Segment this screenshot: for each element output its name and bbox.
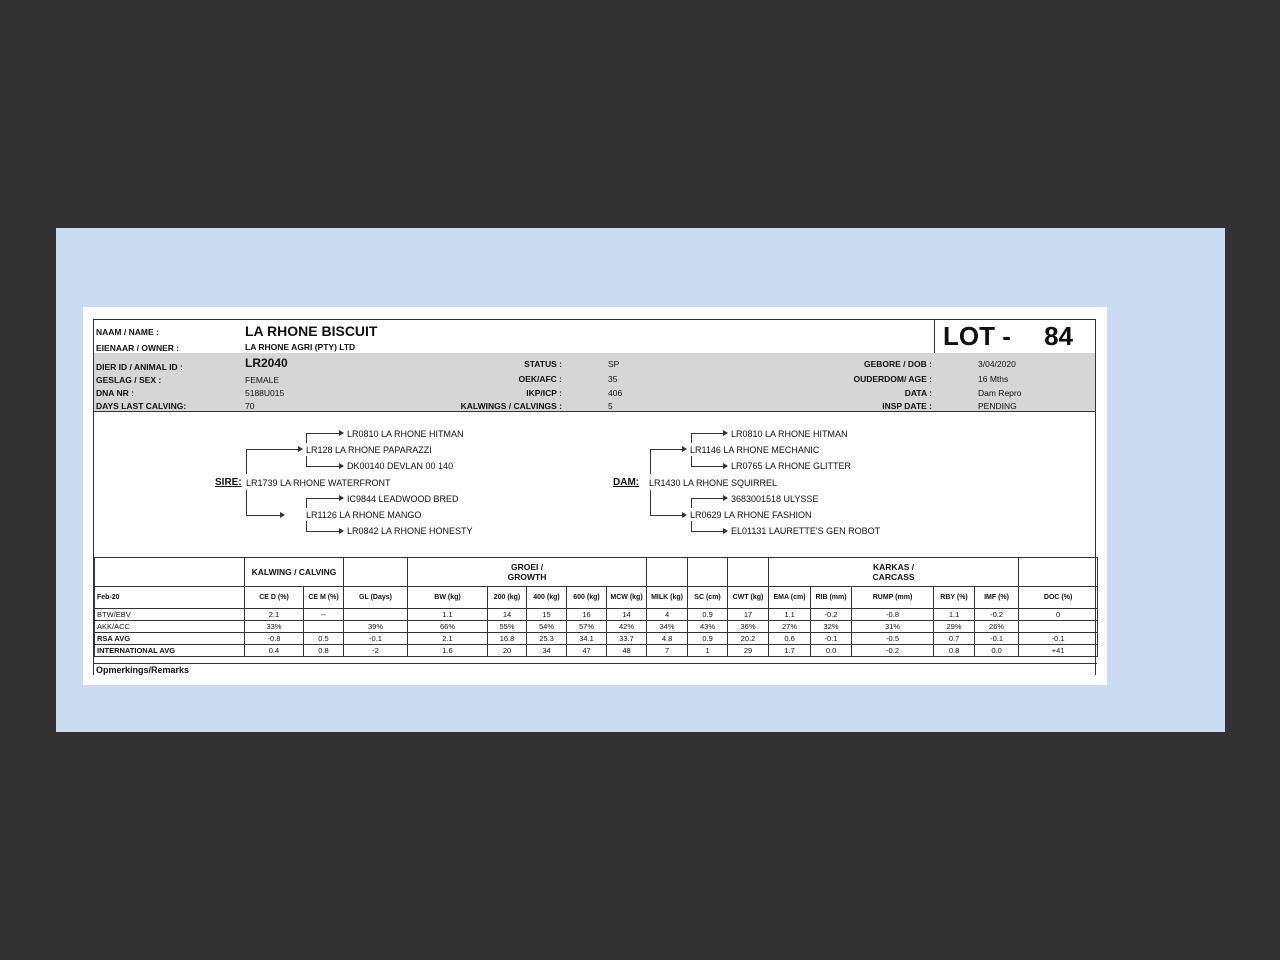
animal-id-value: LR2040	[245, 356, 288, 370]
table-cell	[344, 609, 408, 621]
table-cell: 0.9	[688, 609, 728, 621]
dam: LR1430 LA RHONE SQUIRREL	[649, 478, 778, 488]
ss-up-hline	[306, 433, 339, 434]
column-header: DOC (%)	[1019, 587, 1098, 609]
table-cell	[304, 621, 344, 633]
table-cell: 34	[527, 645, 567, 657]
lot-label: LOT -	[943, 321, 1011, 351]
owner-value: LA RHONE AGRI (PTY) LTD	[245, 342, 356, 352]
sire-label: SIRE:	[215, 477, 242, 488]
group-growth-line2: GROWTH	[507, 572, 547, 582]
table-group-row	[95, 558, 1098, 587]
table-cell: 0.0	[811, 645, 852, 657]
column-header: 200 (kg)	[488, 587, 527, 609]
table-cell: -0.8	[852, 609, 934, 621]
sire: LR1739 LA RHONE WATERFRONT	[246, 478, 391, 488]
table-cell: 4.8	[647, 633, 688, 645]
lot-number: 84	[1044, 321, 1073, 351]
table-cell: -0.8	[245, 633, 304, 645]
sire-sire-dam: DK00140 DEVLAN 00 140	[347, 461, 454, 471]
table-cell: 29%	[934, 621, 975, 633]
sd-down-hline	[306, 531, 339, 532]
dd-up-hline	[691, 498, 723, 499]
dd-down-hline	[691, 531, 723, 532]
table-cell: 66%	[408, 621, 488, 633]
group-carcass-line2: CARCASS	[872, 572, 915, 582]
oek-value: 35	[608, 374, 618, 384]
sire-dam-dam: LR0842 LA RHONE HONESTY	[347, 526, 473, 536]
table-cell: 32%	[811, 621, 852, 633]
name-value: LA RHONE BISCUIT	[245, 323, 378, 339]
table-cell: 0.4	[245, 645, 304, 657]
sd-up-line	[306, 498, 307, 508]
details-band	[94, 353, 1095, 412]
table-cell: 2.1	[408, 633, 488, 645]
dam-dam: LR0629 LA RHONE FASHION	[690, 510, 812, 520]
column-header: BW (kg)	[408, 587, 488, 609]
group-carcass	[769, 558, 1019, 587]
table-cell: 48	[607, 645, 647, 657]
arrow-icon	[339, 463, 344, 469]
column-header: IMF (%)	[975, 587, 1019, 609]
table-cell: 43%	[688, 621, 728, 633]
age-label: OUDERDOM/ AGE :	[853, 374, 932, 384]
table-cell: 1.7	[769, 645, 811, 657]
sire-dam: LR1126 LA RHONE MANGO	[306, 510, 422, 520]
group-blank	[688, 558, 728, 587]
dam-down-hline	[650, 515, 682, 516]
column-header: MILK (kg)	[647, 587, 688, 609]
animal-id-label: DIER ID / ANIMAL ID :	[96, 362, 183, 372]
table-cell: -0.2	[975, 609, 1019, 621]
table-cell: 17	[728, 609, 769, 621]
arrow-icon	[339, 430, 344, 436]
sire-down-line	[246, 490, 247, 515]
column-header: EMA (cm)	[769, 587, 811, 609]
table-cell: 15	[527, 609, 567, 621]
insp-label: INSP DATE :	[882, 401, 932, 411]
table-cell: 20	[488, 645, 527, 657]
oek-label: OEK/AFC :	[518, 374, 562, 384]
table-row	[95, 609, 1098, 621]
table-cell: -0.2	[811, 609, 852, 621]
table-cell: 0.7	[934, 633, 975, 645]
column-header: RUMP (mm)	[852, 587, 934, 609]
calvings-label: KALWINGS / CALVINGS :	[460, 401, 562, 411]
dam-up-hline	[650, 449, 682, 450]
column-header: 400 (kg)	[527, 587, 567, 609]
dd-down-line	[691, 521, 692, 531]
column-header: CE D (%)	[245, 587, 304, 609]
age-value: 16 Mths	[978, 374, 1009, 384]
table-cell: 42%	[607, 621, 647, 633]
table-cell: 16.8	[488, 633, 527, 645]
group-blank	[647, 558, 688, 587]
dam-dam-sire: 3683001518 ULYSSE	[731, 494, 819, 504]
data-label: DATA :	[904, 388, 932, 398]
sd-down-line	[306, 521, 307, 531]
table-cell: 26%	[975, 621, 1019, 633]
dam-dam-dam: EL01131 LAURETTE'S GEN ROBOT	[731, 526, 881, 536]
column-header: GL (Days)	[344, 587, 408, 609]
table-cell: +41	[1019, 645, 1098, 657]
table-cell: -0.1	[1019, 633, 1098, 645]
table-row	[95, 633, 1098, 645]
table-cell: 34.1	[567, 633, 607, 645]
sire-sire-sire: LR0810 LA RHONE HITMAN	[347, 429, 464, 439]
insp-value: PENDING	[978, 401, 1017, 411]
dam-sire-dam: LR0765 LA RHONE GLITTER	[731, 461, 852, 471]
ds-down-line	[691, 456, 692, 466]
arrow-icon	[723, 463, 728, 469]
group-blank	[728, 558, 769, 587]
dam-sire: LR1146 LA RHONE MECHANIC	[690, 445, 820, 455]
dam-down-line	[650, 490, 651, 515]
ss-down-line	[306, 456, 307, 466]
status-label: STATUS :	[524, 359, 562, 369]
row-label: RSA AVG	[95, 633, 245, 645]
arrow-icon	[339, 495, 344, 501]
table-cell: 1.1	[769, 609, 811, 621]
table-cell: 0.8	[934, 645, 975, 657]
group-carcass-line1: KARKAS /	[873, 562, 915, 572]
table-cell: -0.2	[852, 645, 934, 657]
dam-sire-sire: LR0810 LA RHONE HITMAN	[731, 429, 848, 439]
ikp-value: 406	[608, 388, 623, 398]
table-cell: 0.8	[304, 645, 344, 657]
dna-label: DNA NR :	[96, 388, 134, 398]
table-cell: 16	[567, 609, 607, 621]
table-cell: 36%	[728, 621, 769, 633]
table-cell: 55%	[488, 621, 527, 633]
arrow-icon	[280, 512, 285, 518]
table-cell: 47	[567, 645, 607, 657]
data-value: Dam Repro	[978, 388, 1022, 398]
group-calving: KALWING / CALVING	[245, 558, 344, 587]
table-cell: 25.3	[527, 633, 567, 645]
owner-label: EIENAAR / OWNER :	[96, 343, 180, 353]
table-cell: -0.1	[811, 633, 852, 645]
name-label: NAAM / NAME :	[96, 327, 159, 337]
lot-document	[93, 319, 1096, 675]
row-label: BTW/EBV	[95, 609, 245, 621]
column-header: MCW (kg)	[607, 587, 647, 609]
sex-value: FEMALE	[245, 375, 280, 385]
table-cell: 29	[728, 645, 769, 657]
ds-up-line	[691, 433, 692, 443]
ss-down-hline	[306, 466, 339, 467]
row-label: AKK/ACC	[95, 621, 245, 633]
dob-label: GEBORE / DOB :	[863, 359, 932, 369]
row-label: INTERNATIONAL AVG	[95, 645, 245, 657]
table-cell: --	[304, 609, 344, 621]
table-cell: 1.1	[408, 609, 488, 621]
group-growth	[408, 558, 647, 587]
table-cell: 14	[607, 609, 647, 621]
table-cell: 1.6	[408, 645, 488, 657]
ds-down-hline	[691, 466, 723, 467]
arrow-icon	[339, 528, 344, 534]
table-cell: 1.1	[934, 609, 975, 621]
ds-up-hline	[691, 433, 723, 434]
table-cell: -0.1	[344, 633, 408, 645]
sex-label: GESLAG / SEX :	[96, 375, 162, 385]
column-header: CWT (kg)	[728, 587, 769, 609]
ikp-label: IKP/ICP :	[526, 388, 562, 398]
arrow-icon	[682, 446, 687, 452]
group-blank	[1019, 558, 1098, 587]
table-cell: 39%	[344, 621, 408, 633]
table-cell: 31%	[852, 621, 934, 633]
calvings-value: 5	[608, 401, 613, 411]
lot-box	[934, 320, 1095, 353]
header-top	[94, 320, 1095, 354]
dam-up-line	[650, 449, 651, 474]
table-cell: 0.0	[975, 645, 1019, 657]
arrow-icon	[723, 528, 728, 534]
table-cell: 7	[647, 645, 688, 657]
table-cell: 57%	[567, 621, 607, 633]
performance-table	[94, 557, 1098, 657]
table-corner	[95, 558, 245, 587]
sire-dam-sire: IC9844 LEADWOOD BRED	[347, 494, 459, 504]
days-label: DAYS LAST CALVING:	[96, 401, 187, 411]
sd-up-hline	[306, 498, 339, 499]
table-cell: 33.7	[607, 633, 647, 645]
sire-down-hline	[246, 515, 280, 516]
column-header: RBY (%)	[934, 587, 975, 609]
table-cell: 20.2	[728, 633, 769, 645]
table-header-row	[95, 587, 1098, 609]
arrow-icon	[723, 495, 728, 501]
table-row	[95, 621, 1098, 633]
table-cell: 2.1	[245, 609, 304, 621]
arrow-icon	[298, 446, 303, 452]
table-cell: 54%	[527, 621, 567, 633]
table-row	[95, 645, 1098, 657]
table-cell	[1019, 621, 1098, 633]
group-growth-line1: GROEI /	[510, 562, 544, 572]
group-blank	[344, 558, 408, 587]
table-cell: 0.9	[688, 633, 728, 645]
table-date: Feb-20	[95, 587, 245, 609]
arrow-icon	[723, 430, 728, 436]
table-cell: 1	[688, 645, 728, 657]
table-cell: 33%	[245, 621, 304, 633]
sire-sire: LR128 LA RHONE PAPARAZZI	[306, 445, 432, 455]
sire-up-line	[246, 449, 247, 474]
dam-label: DAM:	[613, 477, 640, 488]
arrow-icon	[682, 512, 687, 518]
lot-sheet	[83, 307, 1107, 685]
table-cell: -2	[344, 645, 408, 657]
table-cell: 0.5	[304, 633, 344, 645]
table-cell: 0.6	[769, 633, 811, 645]
table-cell: 14	[488, 609, 527, 621]
dd-up-line	[691, 498, 692, 508]
column-header: RIB (mm)	[811, 587, 852, 609]
table-cell: 0	[1019, 609, 1098, 621]
status-value: SP	[608, 359, 620, 369]
dna-value: 5188U015	[245, 388, 285, 398]
table-cell: 34%	[647, 621, 688, 633]
table-cell: 4	[647, 609, 688, 621]
table-cell: 27%	[769, 621, 811, 633]
table-cell: -0.5	[852, 633, 934, 645]
column-header: 600 (kg)	[567, 587, 607, 609]
table-cell: -0.1	[975, 633, 1019, 645]
remarks-label: Opmerkings/Remarks	[94, 663, 1097, 676]
days-value: 70	[245, 401, 255, 411]
column-header: SC (cm)	[688, 587, 728, 609]
dob-value: 3/04/2020	[978, 359, 1016, 369]
sire-up-hline	[246, 449, 298, 450]
column-header: CE M (%)	[304, 587, 344, 609]
ss-up-line	[306, 433, 307, 443]
